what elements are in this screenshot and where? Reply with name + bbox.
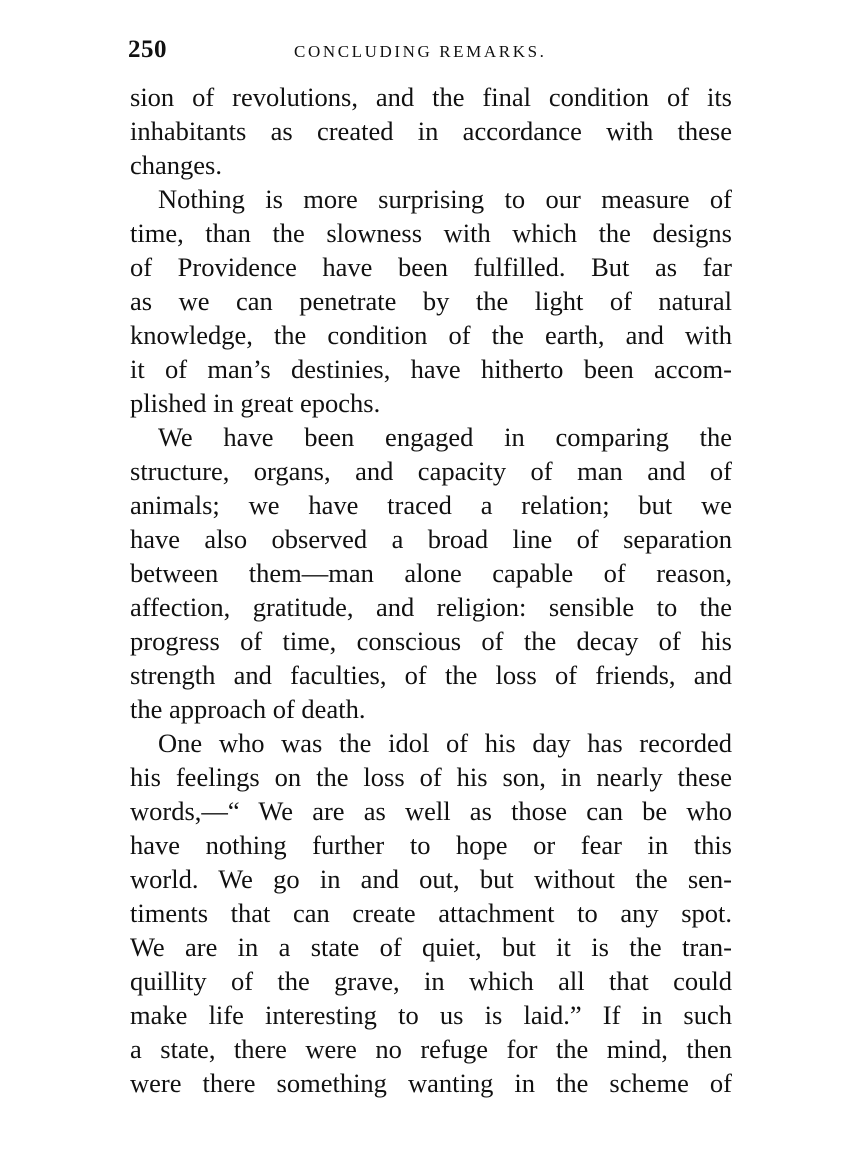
page-number: 250 — [128, 36, 167, 63]
text-line: quillity of the grave, in which all that could — [130, 966, 732, 996]
text-line: of Providence have been fulfilled. But as far — [130, 252, 732, 282]
text-line: time, than the slowness with which the designs — [130, 218, 732, 248]
paragraph-first-line: One who was the idol of his day has recorded — [158, 728, 732, 758]
text-line: structure, organs, and capacity of man and of — [130, 456, 732, 486]
body-text — [130, 80, 732, 1100]
text-line: sion of revolutions, and the final condition of its — [130, 82, 732, 112]
text-line: between them—man alone capable of reason, — [130, 558, 732, 588]
text-line: words,—“ We are as well as those can be who — [130, 796, 732, 826]
text-line: animals; we have traced a relation; but we — [130, 490, 732, 520]
text-line: it of man’s destinies, have hitherto been accom- — [130, 354, 732, 384]
text-line: the approach of death. — [130, 694, 366, 724]
text-line: plished in great epochs. — [130, 388, 381, 418]
text-line: progress of time, conscious of the decay of his — [130, 626, 732, 656]
paragraph-first-line: We have been engaged in comparing the — [158, 422, 732, 452]
text-line: were there something wanting in the scheme of — [130, 1068, 732, 1098]
text-line: timents that can create attachment to any spot. — [130, 898, 732, 928]
text-line: world. We go in and out, but without the sen- — [130, 864, 732, 894]
running-title: CONCLUDING REMARKS. — [294, 42, 547, 61]
paragraph-first-line: Nothing is more surprising to our measure of — [158, 184, 732, 214]
running-head — [128, 36, 738, 66]
text-line: have also observed a broad line of separation — [130, 524, 732, 554]
text-line: his feelings on the loss of his son, in nearly these — [130, 762, 732, 792]
text-line: inhabitants as created in accordance with these — [130, 116, 732, 146]
text-line: knowledge, the condition of the earth, and with — [130, 320, 732, 350]
text-line: as we can penetrate by the light of natural — [130, 286, 732, 316]
text-line: affection, gratitude, and religion: sensible to the — [130, 592, 732, 622]
text-line: a state, there were no refuge for the mind, then — [130, 1034, 732, 1064]
text-line: strength and faculties, of the loss of friends, and — [130, 660, 732, 690]
text-line: have nothing further to hope or fear in this — [130, 830, 732, 860]
text-line: make life interesting to us is laid.” If in such — [130, 1000, 732, 1030]
text-line: We are in a state of quiet, but it is the tran- — [130, 932, 732, 962]
text-line: changes. — [130, 150, 222, 180]
